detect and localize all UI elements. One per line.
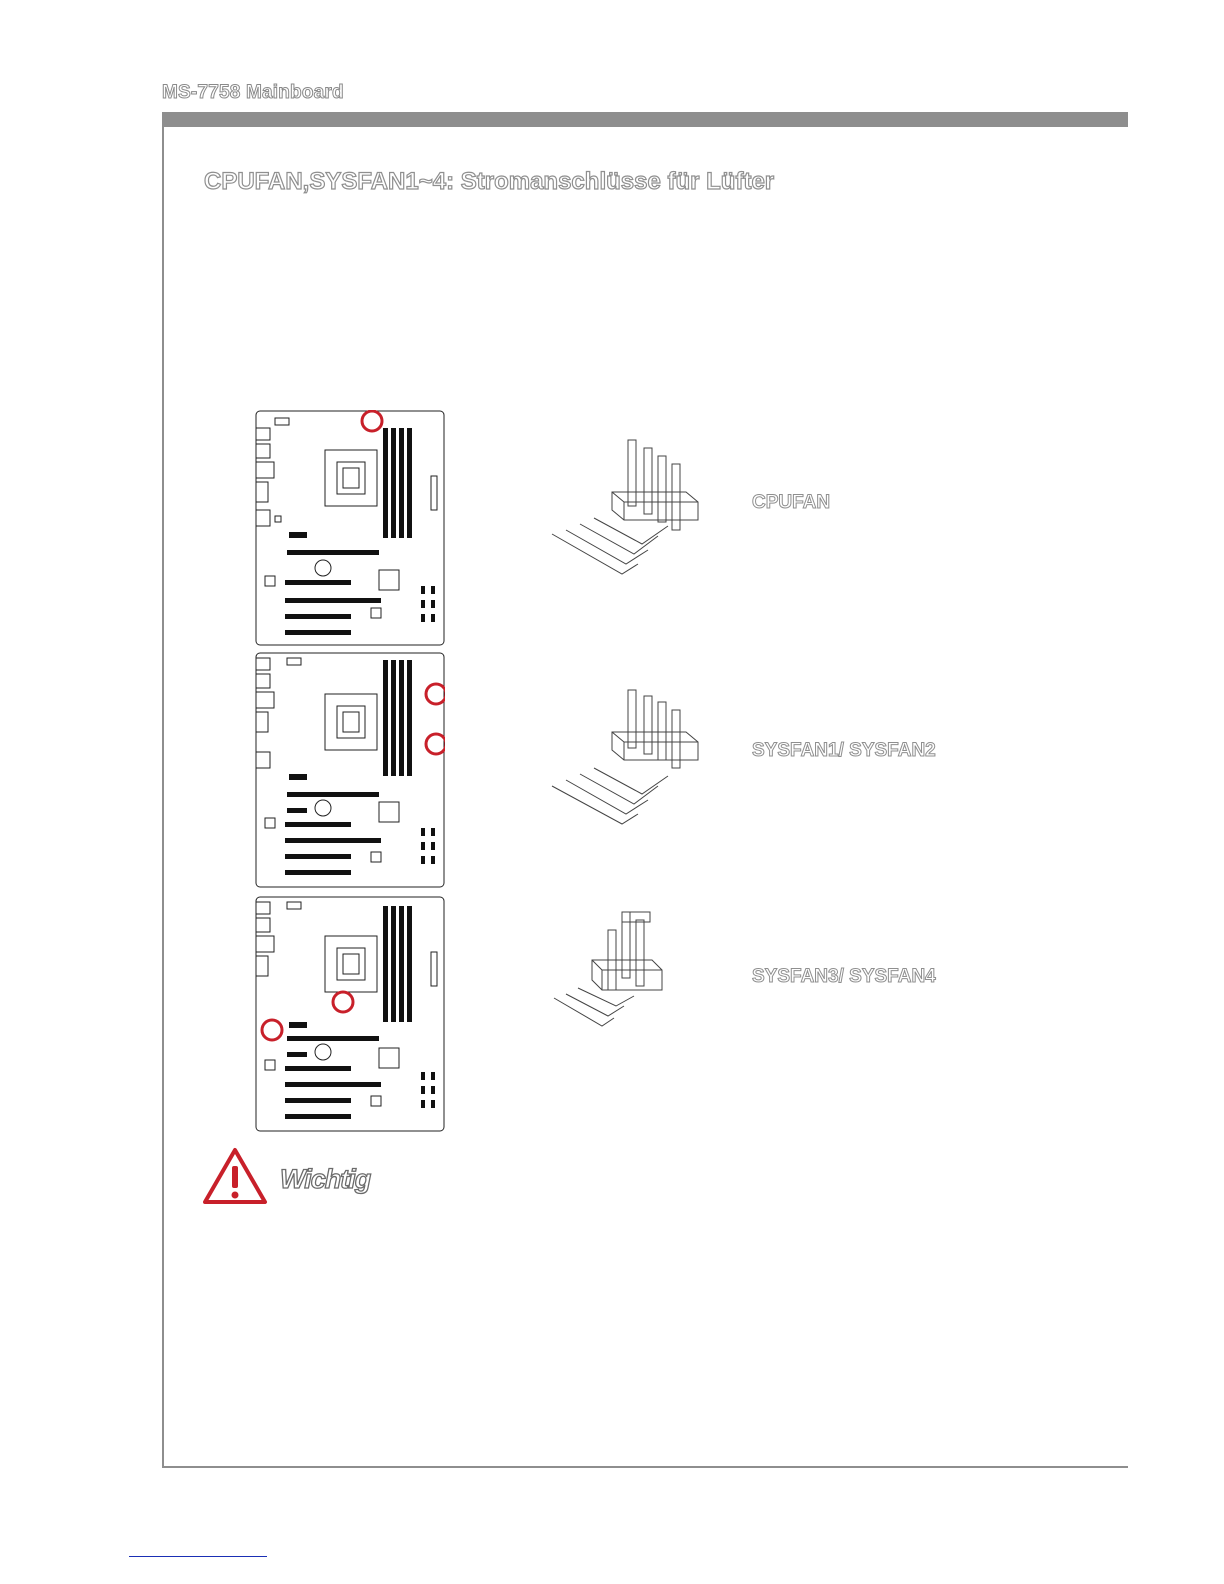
page-header: MS-7758 Mainboard [162, 82, 344, 103]
fan-connector-4pin-sysfan12 [550, 686, 700, 826]
fan-connector-3pin-sysfan34 [552, 908, 672, 1030]
footnote-link-line [129, 1556, 267, 1557]
section-title: CPUFAN,SYSFAN1~4: Stromanschlüsse für Lüfter [204, 168, 775, 195]
fan-label-cpufan: CPUFAN [752, 492, 831, 513]
warning-triangle-icon [202, 1146, 268, 1206]
bottom-rule [162, 1466, 1128, 1468]
mainboard-diagram-sysfan34 [255, 896, 445, 1132]
mainboard-diagram-sysfan12 [255, 652, 445, 888]
fan-label-sysfan34: SYSFAN3/ SYSFAN4 [752, 966, 936, 987]
left-rule [162, 127, 164, 1467]
warning-heading: Wichtig [280, 1164, 371, 1194]
mainboard-diagram-cpufan [255, 410, 445, 646]
fan-connector-4pin-cpufan [550, 436, 700, 576]
fan-label-sysfan12: SYSFAN1/ SYSFAN2 [752, 740, 936, 761]
header-bar [162, 112, 1128, 127]
